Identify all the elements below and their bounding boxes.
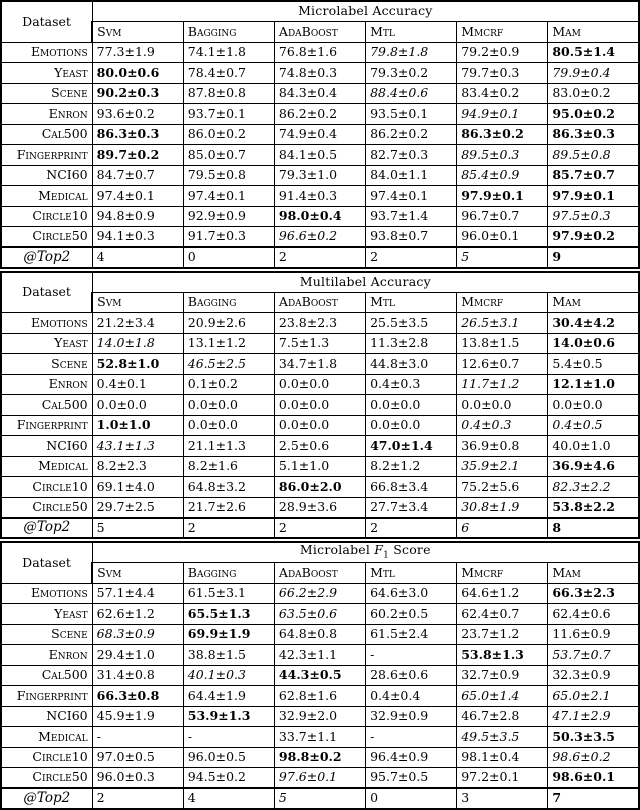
cell-value: 93.7±0.1 (183, 104, 274, 125)
cell-value: 97.4±0.1 (183, 186, 274, 207)
table-row (1, 665, 639, 686)
column-header-mmcrf: Mmcrf (457, 22, 548, 43)
cell-value: 8.2±1.6 (183, 456, 274, 477)
row-label: NCI60 (1, 706, 92, 727)
cell-value: 11.7±1.2 (457, 374, 548, 395)
cell-value: 78.4±0.7 (183, 63, 274, 84)
cell-value: 97.9±0.1 (457, 186, 548, 207)
cell-value: 84.3±0.4 (274, 83, 365, 104)
top2-count: 2 (366, 247, 457, 268)
cell-value: 82.3±2.2 (548, 477, 639, 498)
cell-value: 28.6±0.6 (366, 665, 457, 686)
cell-value: 85.4±0.9 (457, 165, 548, 186)
cell-value: 93.5±0.1 (366, 104, 457, 125)
row-label: Scene (1, 354, 92, 375)
cell-value: 79.8±1.8 (366, 42, 457, 63)
cell-value: 23.7±1.2 (457, 624, 548, 645)
cell-value: 13.1±1.2 (183, 333, 274, 354)
cell-value: 43.1±1.3 (92, 436, 183, 457)
top2-count: 5 (457, 247, 548, 268)
column-header-mmcrf: Mmcrf (457, 292, 548, 313)
cell-value: 0.4±0.3 (366, 374, 457, 395)
top2-count: 2 (274, 518, 365, 539)
cell-value: 0.4±0.5 (548, 415, 639, 436)
table-row (1, 104, 639, 125)
cell-value: 86.3±0.3 (548, 124, 639, 145)
cell-value: 0.0±0.0 (366, 415, 457, 436)
cell-value: 84.1±0.5 (274, 145, 365, 166)
cell-value: 91.7±0.3 (183, 227, 274, 248)
table-title-row (1, 272, 639, 293)
cell-value: 79.5±0.8 (183, 165, 274, 186)
column-header-bagging: Bagging (183, 563, 274, 584)
cell-value: 36.9±0.8 (457, 436, 548, 457)
table-row (1, 436, 639, 457)
row-label: Emotions (1, 583, 92, 604)
cell-value: 94.1±0.3 (92, 227, 183, 248)
cell-value: 12.6±0.7 (457, 354, 548, 375)
cell-value: 27.7±3.4 (366, 497, 457, 518)
table-row (1, 706, 639, 727)
column-header-mam: Mam (548, 22, 639, 43)
cell-value: 98.0±0.4 (274, 206, 365, 227)
column-header-mtl: Mtl (366, 22, 457, 43)
section-title: Microlabel $F_1$ Score (92, 542, 639, 563)
cell-value: 0.4±0.1 (92, 374, 183, 395)
row-label: Emotions (1, 313, 92, 334)
row-label: Cal500 (1, 395, 92, 416)
table-row (1, 63, 639, 84)
row-label: Enron (1, 104, 92, 125)
cell-value: 64.4±1.9 (183, 686, 274, 707)
cell-value: 36.9±4.6 (548, 456, 639, 477)
cell-value: 5.1±1.0 (274, 456, 365, 477)
table-row (1, 456, 639, 477)
table-row (1, 313, 639, 334)
cell-value: 11.3±2.8 (366, 333, 457, 354)
cell-value: 32.3±0.9 (548, 665, 639, 686)
cell-value: 62.4±0.6 (548, 604, 639, 625)
cell-value: 65.5±1.3 (183, 604, 274, 625)
column-header-row (1, 563, 639, 584)
cell-value: 0.0±0.0 (366, 395, 457, 416)
table-row (1, 497, 639, 518)
row-label: Enron (1, 645, 92, 666)
table-row (1, 374, 639, 395)
cell-value: 95.0±0.2 (548, 104, 639, 125)
cell-value: 77.3±1.9 (92, 42, 183, 63)
cell-value: 96.0±0.5 (183, 747, 274, 768)
row-label: Fingerprint (1, 145, 92, 166)
table-row (1, 747, 639, 768)
table-row (1, 624, 639, 645)
cell-value: 0.0±0.0 (183, 395, 274, 416)
table-title-row (1, 542, 639, 563)
cell-value: 26.5±3.1 (457, 313, 548, 334)
column-header-svm: Svm (92, 22, 183, 43)
cell-value: 34.7±1.8 (274, 354, 365, 375)
table-row (1, 727, 639, 748)
cell-value: 83.4±0.2 (457, 83, 548, 104)
column-header-bagging: Bagging (183, 292, 274, 313)
cell-value: 94.5±0.2 (183, 768, 274, 789)
cell-value: 0.4±0.3 (457, 415, 548, 436)
cell-value: 53.8±1.3 (457, 645, 548, 666)
table-title-row (1, 1, 639, 22)
table-row (1, 165, 639, 186)
row-label: Cal500 (1, 665, 92, 686)
column-header-adaboost: AdaBoost (274, 292, 365, 313)
table-row (1, 83, 639, 104)
cell-value: 60.2±0.5 (366, 604, 457, 625)
cell-value: 46.7±2.8 (457, 706, 548, 727)
cell-value: 0.0±0.0 (92, 395, 183, 416)
cell-value: 29.4±1.0 (92, 645, 183, 666)
cell-value: 66.3±2.3 (548, 583, 639, 604)
cell-value: 32.9±0.9 (366, 706, 457, 727)
cell-value: - (366, 645, 457, 666)
row-label: Emotions (1, 42, 92, 63)
row-label: NCI60 (1, 436, 92, 457)
cell-value: 45.9±1.9 (92, 706, 183, 727)
cell-value: 64.8±3.2 (183, 477, 274, 498)
cell-value: 76.8±1.6 (274, 42, 365, 63)
row-label: Yeast (1, 63, 92, 84)
column-header-row (1, 22, 639, 43)
column-header-mtl: Mtl (366, 292, 457, 313)
cell-value: 42.3±1.1 (274, 645, 365, 666)
table-row (1, 227, 639, 248)
cell-value: 98.8±0.2 (274, 747, 365, 768)
row-label: Circle50 (1, 768, 92, 789)
cell-value: 0.1±0.2 (183, 374, 274, 395)
cell-value: 79.2±0.9 (457, 42, 548, 63)
dataset-column-header: Dataset (1, 1, 92, 42)
table-row (1, 604, 639, 625)
cell-value: 12.1±1.0 (548, 374, 639, 395)
cell-value: 32.7±0.9 (457, 665, 548, 686)
cell-value: 83.0±0.2 (548, 83, 639, 104)
top2-count: 2 (92, 788, 183, 809)
column-header-mam: Mam (548, 292, 639, 313)
table-row (1, 206, 639, 227)
cell-value: 53.9±1.3 (183, 706, 274, 727)
cell-value: 96.0±0.3 (92, 768, 183, 789)
table-row (1, 42, 639, 63)
table-row (1, 145, 639, 166)
cell-value: 66.2±2.9 (274, 583, 365, 604)
top2-count: 3 (457, 788, 548, 809)
cell-value: 79.9±0.4 (548, 63, 639, 84)
cell-value: 80.0±0.6 (92, 63, 183, 84)
table-row (1, 124, 639, 145)
row-label: Medical (1, 456, 92, 477)
cell-value: 0.0±0.0 (274, 415, 365, 436)
table-row (1, 186, 639, 207)
cell-value: 44.3±0.5 (274, 665, 365, 686)
cell-value: - (366, 727, 457, 748)
section-title: Multilabel Accuracy (92, 272, 639, 293)
cell-value: 35.9±2.1 (457, 456, 548, 477)
row-label: Fingerprint (1, 415, 92, 436)
cell-value: 20.9±2.6 (183, 313, 274, 334)
cell-value: 96.0±0.1 (457, 227, 548, 248)
top2-count: 2 (274, 247, 365, 268)
cell-value: 86.2±0.2 (274, 104, 365, 125)
cell-value: 92.9±0.9 (183, 206, 274, 227)
table-row (1, 354, 639, 375)
top2-label: @Top2 (1, 247, 92, 268)
cell-value: 79.3±1.0 (274, 165, 365, 186)
top2-count: 2 (366, 518, 457, 539)
row-label: Yeast (1, 604, 92, 625)
cell-value: 68.3±0.9 (92, 624, 183, 645)
table-row (1, 645, 639, 666)
cell-value: 86.0±2.0 (274, 477, 365, 498)
row-label: Cal500 (1, 124, 92, 145)
cell-value: 11.6±0.9 (548, 624, 639, 645)
row-label: Scene (1, 624, 92, 645)
cell-value: 97.2±0.1 (457, 768, 548, 789)
cell-value: 65.0±2.1 (548, 686, 639, 707)
cell-value: 32.9±2.0 (274, 706, 365, 727)
top2-label: @Top2 (1, 518, 92, 539)
column-header-svm: Svm (92, 292, 183, 313)
cell-value: 87.8±0.8 (183, 83, 274, 104)
column-header-bagging: Bagging (183, 22, 274, 43)
cell-value: 93.6±0.2 (92, 104, 183, 125)
cell-value: 94.8±0.9 (92, 206, 183, 227)
cell-value: 23.8±2.3 (274, 313, 365, 334)
cell-value: 84.0±1.1 (366, 165, 457, 186)
cell-value: 33.7±1.1 (274, 727, 365, 748)
row-label: Circle50 (1, 227, 92, 248)
cell-value: 62.4±0.7 (457, 604, 548, 625)
cell-value: 97.0±0.5 (92, 747, 183, 768)
cell-value: 66.8±3.4 (366, 477, 457, 498)
row-label: Medical (1, 186, 92, 207)
table-row (1, 415, 639, 436)
cell-value: 85.0±0.7 (183, 145, 274, 166)
cell-value: 40.0±1.0 (548, 436, 639, 457)
cell-value: 47.0±1.4 (366, 436, 457, 457)
cell-value: 62.8±1.6 (274, 686, 365, 707)
cell-value: 79.3±0.2 (366, 63, 457, 84)
top2-count: 5 (92, 518, 183, 539)
row-label: Circle10 (1, 206, 92, 227)
cell-value: 88.4±0.6 (366, 83, 457, 104)
cell-value: 91.4±0.3 (274, 186, 365, 207)
cell-value: 44.8±3.0 (366, 354, 457, 375)
cell-value: 86.2±0.2 (366, 124, 457, 145)
results-table (0, 271, 640, 540)
dataset-column-header: Dataset (1, 542, 92, 583)
column-header-adaboost: AdaBoost (274, 563, 365, 584)
cell-value: - (183, 727, 274, 748)
results-table (0, 541, 640, 810)
top2-count: 5 (274, 788, 365, 809)
cell-value: 89.7±0.2 (92, 145, 183, 166)
cell-value: 74.8±0.3 (274, 63, 365, 84)
cell-value: 29.7±2.5 (92, 497, 183, 518)
cell-value: 0.0±0.0 (274, 374, 365, 395)
cell-value: 52.8±1.0 (92, 354, 183, 375)
cell-value: 79.7±0.3 (457, 63, 548, 84)
cell-value: 75.2±5.6 (457, 477, 548, 498)
cell-value: 0.0±0.0 (183, 415, 274, 436)
cell-value: 96.7±0.7 (457, 206, 548, 227)
cell-value: 93.8±0.7 (366, 227, 457, 248)
cell-value: 97.4±0.1 (92, 186, 183, 207)
cell-value: 74.9±0.4 (274, 124, 365, 145)
cell-value: 97.9±0.1 (548, 186, 639, 207)
top2-count: 2 (183, 518, 274, 539)
cell-value: 69.9±1.9 (183, 624, 274, 645)
cell-value: 98.6±0.2 (548, 747, 639, 768)
cell-value: 61.5±3.1 (183, 583, 274, 604)
cell-value: 0.4±0.4 (366, 686, 457, 707)
cell-value: 97.4±0.1 (366, 186, 457, 207)
cell-value: 0.0±0.0 (548, 395, 639, 416)
column-header-mmcrf: Mmcrf (457, 563, 548, 584)
cell-value: 90.2±0.3 (92, 83, 183, 104)
cell-value: 86.0±0.2 (183, 124, 274, 145)
cell-value: 21.7±2.6 (183, 497, 274, 518)
top2-count: 4 (92, 247, 183, 268)
table-row (1, 768, 639, 789)
table-row (1, 477, 639, 498)
cell-value: 49.5±3.5 (457, 727, 548, 748)
column-header-mtl: Mtl (366, 563, 457, 584)
top2-count: 8 (548, 518, 639, 539)
cell-value: 63.5±0.6 (274, 604, 365, 625)
cell-value: 85.7±0.7 (548, 165, 639, 186)
cell-value: 94.9±0.1 (457, 104, 548, 125)
cell-value: 86.3±0.3 (92, 124, 183, 145)
cell-value: 96.4±0.9 (366, 747, 457, 768)
column-header-adaboost: AdaBoost (274, 22, 365, 43)
cell-value: 1.0±1.0 (92, 415, 183, 436)
cell-value: 89.5±0.3 (457, 145, 548, 166)
cell-value: 57.1±4.4 (92, 583, 183, 604)
cell-value: 65.0±1.4 (457, 686, 548, 707)
cell-value: 46.5±2.5 (183, 354, 274, 375)
top2-label: @Top2 (1, 788, 92, 809)
top2-count: 4 (183, 788, 274, 809)
cell-value: 66.3±0.8 (92, 686, 183, 707)
top2-count: 0 (366, 788, 457, 809)
cell-value: 38.8±1.5 (183, 645, 274, 666)
cell-value: 96.6±0.2 (274, 227, 365, 248)
cell-value: 98.1±0.4 (457, 747, 548, 768)
cell-value: 86.3±0.2 (457, 124, 548, 145)
column-header-row (1, 292, 639, 313)
cell-value: 69.1±4.0 (92, 477, 183, 498)
cell-value: 93.7±1.4 (366, 206, 457, 227)
row-label: Fingerprint (1, 686, 92, 707)
cell-value: 64.6±1.2 (457, 583, 548, 604)
row-label: Enron (1, 374, 92, 395)
cell-value: 64.8±0.8 (274, 624, 365, 645)
cell-value: 14.0±0.6 (548, 333, 639, 354)
top2-row (1, 247, 639, 268)
cell-value: 98.6±0.1 (548, 768, 639, 789)
table-row (1, 686, 639, 707)
top2-count: 7 (548, 788, 639, 809)
cell-value: 61.5±2.4 (366, 624, 457, 645)
column-header-svm: Svm (92, 563, 183, 584)
table-row (1, 333, 639, 354)
cell-value: 5.4±0.5 (548, 354, 639, 375)
cell-value: 97.5±0.3 (548, 206, 639, 227)
section-title: Microlabel Accuracy (92, 1, 639, 22)
cell-value: 0.0±0.0 (457, 395, 548, 416)
row-label: NCI60 (1, 165, 92, 186)
cell-value: 97.9±0.2 (548, 227, 639, 248)
column-header-mam: Mam (548, 563, 639, 584)
cell-value: 53.8±2.2 (548, 497, 639, 518)
cell-value: 14.0±1.8 (92, 333, 183, 354)
cell-value: 50.3±3.5 (548, 727, 639, 748)
cell-value: 64.6±3.0 (366, 583, 457, 604)
cell-value: - (92, 727, 183, 748)
table-row (1, 583, 639, 604)
cell-value: 62.6±1.2 (92, 604, 183, 625)
results-table (0, 0, 640, 269)
top2-row (1, 788, 639, 809)
row-label: Medical (1, 727, 92, 748)
cell-value: 0.0±0.0 (274, 395, 365, 416)
table-row (1, 395, 639, 416)
cell-value: 8.2±1.2 (366, 456, 457, 477)
cell-value: 30.4±4.2 (548, 313, 639, 334)
cell-value: 82.7±0.3 (366, 145, 457, 166)
top2-row (1, 518, 639, 539)
cell-value: 30.8±1.9 (457, 497, 548, 518)
cell-value: 80.5±1.4 (548, 42, 639, 63)
cell-value: 21.1±1.3 (183, 436, 274, 457)
top2-count: 6 (457, 518, 548, 539)
top2-count: 0 (183, 247, 274, 268)
row-label: Yeast (1, 333, 92, 354)
cell-value: 97.6±0.1 (274, 768, 365, 789)
top2-count: 9 (548, 247, 639, 268)
cell-value: 53.7±0.7 (548, 645, 639, 666)
cell-value: 74.1±1.8 (183, 42, 274, 63)
cell-value: 31.4±0.8 (92, 665, 183, 686)
row-label: Scene (1, 83, 92, 104)
cell-value: 40.1±0.3 (183, 665, 274, 686)
cell-value: 47.1±2.9 (548, 706, 639, 727)
cell-value: 25.5±3.5 (366, 313, 457, 334)
row-label: Circle10 (1, 477, 92, 498)
cell-value: 2.5±0.6 (274, 436, 365, 457)
cell-value: 95.7±0.5 (366, 768, 457, 789)
cell-value: 21.2±3.4 (92, 313, 183, 334)
cell-value: 28.9±3.6 (274, 497, 365, 518)
row-label: Circle50 (1, 497, 92, 518)
cell-value: 84.7±0.7 (92, 165, 183, 186)
cell-value: 7.5±1.3 (274, 333, 365, 354)
cell-value: 8.2±2.3 (92, 456, 183, 477)
cell-value: 13.8±1.5 (457, 333, 548, 354)
dataset-column-header: Dataset (1, 272, 92, 313)
row-label: Circle10 (1, 747, 92, 768)
cell-value: 89.5±0.8 (548, 145, 639, 166)
